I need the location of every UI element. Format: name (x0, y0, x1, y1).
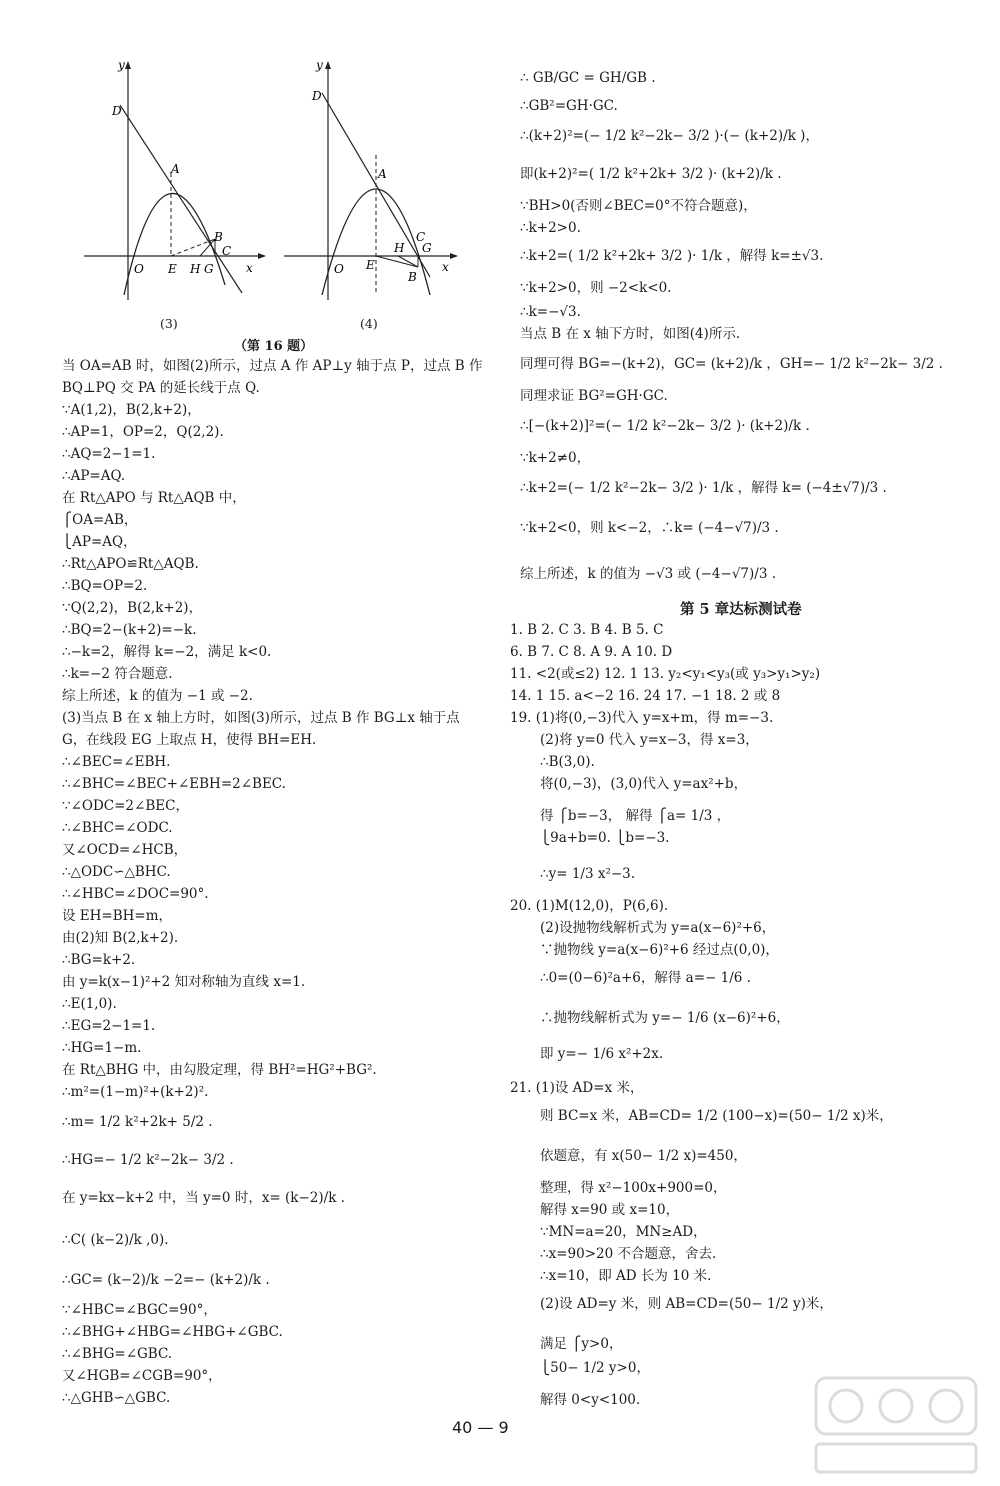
fig4-label-G: G (422, 241, 432, 255)
left-line: ∴m²=(1−m)²+(k+2)². (62, 1084, 209, 1100)
left-line: ∵Q(2,2)，B(2,k+2)， (62, 600, 203, 616)
right-line: ∴x=90>20 不合题意，舍去. (540, 1246, 717, 1262)
figure-title: （第 16 题） (234, 339, 314, 354)
page-number: 40 — 9 (452, 1418, 509, 1437)
right-line: (2)设 AD=y 米，则 AB=CD=(50− 1/2 y)米， (540, 1296, 833, 1312)
left-line: 又∠OCD=∠HCB， (62, 842, 188, 858)
right-line: ∴[−(k+2)]²=(− 1/2 k²−2k− 3/2 )· (k+2)/k . (520, 418, 810, 434)
right-line: ∴k=−√3. (520, 304, 581, 320)
fig3-label-B: B (214, 230, 223, 244)
figure-16-4 (280, 55, 460, 300)
left-line: ∴C( (k−2)/k ,0). (62, 1232, 169, 1248)
left-line: ∴△ODC∽△BHC. (62, 864, 171, 880)
right-line: 将(0,−3)，(3,0)代入 y=ax²+b， (540, 776, 748, 792)
right-line: 即 y=− 1/6 x²+2x. (540, 1046, 664, 1062)
right-line: 依题意，有 x(50− 1/2 x)=450， (540, 1148, 747, 1164)
fig4-label-E: E (366, 258, 375, 272)
right-line: (2)将 y=0 代入 y=x−3，得 x=3， (540, 732, 759, 748)
figure-4-caption: (4) (360, 316, 378, 331)
left-line: ∴△GHB∽△GBC. (62, 1390, 171, 1406)
left-line: ∴AQ=2−1=1. (62, 446, 156, 462)
right-line: 同理可得 BG=−(k+2)，GC= (k+2)/k ，GH=− 1/2 k²−2k− 3/2 . (520, 356, 943, 372)
left-line: 又∠HGB=∠CGB=90°， (62, 1368, 222, 1384)
right-line: ∵k+2<0，则 k<−2，∴k= (−4−√7)/3 . (520, 520, 779, 536)
right-line: ∴k+2=(− 1/2 k²−2k− 3/2 )· 1/k ，解得 k= (−4±√7)/3 . (520, 480, 887, 496)
left-line: ∴−k=2，解得 k=−2，满足 k<0. (62, 644, 272, 660)
left-line: ∴Rt△APO≌Rt△AQB. (62, 556, 199, 572)
right-line: ∴0=(0−6)²a+6，解得 a=− 1/6 . (540, 970, 751, 986)
left-line: 当 OA=AB 时，如图(2)所示，过点 A 作 AP⊥y 轴于点 P，过点 B 作 (62, 358, 483, 374)
right-line: 14. 1 15. a<−2 16. 24 17. −1 18. 2 或 8 (510, 688, 781, 704)
right-line: 6. B 7. C 8. A 9. A 10. D (510, 644, 673, 660)
fig4-label-A: A (378, 167, 387, 181)
section-title: 第 5 章达标测试卷 (680, 601, 802, 618)
fig4-label-O: O (334, 262, 344, 276)
left-line: G，在线段 EG 上取点 H，使得 BH=EH. (62, 732, 317, 748)
left-line: 由 y=k(x−1)²+2 知对称轴为直线 x=1. (62, 974, 306, 990)
fig3-label-x: x (246, 261, 253, 275)
left-line: ∴∠BHG+∠HBG=∠HBG+∠GBC. (62, 1324, 283, 1340)
left-line: ∴EG=2−1=1. (62, 1018, 156, 1034)
left-line: 综上所述，k 的值为 −1 或 −2. (62, 688, 253, 704)
left-line: ∴m= 1/2 k²+2k+ 5/2 . (62, 1114, 213, 1130)
fig3-label-H: H (190, 262, 201, 276)
right-line: 同理求证 BG²=GH·GC. (520, 388, 668, 404)
right-line: 19. (1)将(0,−3)代入 y=x+m，得 m=−3. (510, 710, 774, 726)
right-line: ∴y= 1/3 x²−3. (540, 866, 636, 882)
fig4-label-H: H (394, 241, 405, 255)
left-line: ⎧OA=AB， (62, 512, 138, 528)
left-line: BQ⊥PQ 交 PA 的延长线于点 Q. (62, 380, 260, 396)
left-line: ∴∠BHG=∠GBC. (62, 1346, 173, 1362)
right-line: ∴抛物线解析式为 y=− 1/6 (x−6)²+6， (540, 1010, 790, 1026)
left-line: (3)当点 B 在 x 轴上方时，如图(3)所示，过点 B 作 BG⊥x 轴于点 (62, 710, 460, 726)
fig3-label-C: C (222, 244, 232, 258)
right-line: ∴ GB/GC = GH/GB . (520, 70, 656, 86)
right-line: 得 ⎧b=−3， 解得 ⎧a= 1/3 ， (540, 808, 731, 824)
right-line: ∵抛物线 y=a(x−6)²+6 经过点(0,0)， (540, 942, 779, 958)
right-line: ∴(k+2)²=(− 1/2 k²−2k− 3/2 )·(− (k+2)/k )， (520, 128, 819, 144)
left-line: ∴∠BHC=∠ODC. (62, 820, 173, 836)
right-line: ∵k+2>0，则 −2<k<0. (520, 280, 672, 296)
right-line: ∵k+2≠0， (520, 450, 591, 466)
left-line: 设 EH=BH=m， (62, 908, 173, 924)
right-line: ⎩9a+b=0. ⎩b=−3. (540, 830, 670, 846)
left-line: ∴GC= (k−2)/k −2=− (k+2)/k . (62, 1272, 270, 1288)
left-line: ∴AP=AQ. (62, 468, 126, 484)
left-line: ∴HG=1−m. (62, 1040, 142, 1056)
left-line: ∴∠BHC=∠BEC+∠EBH=2∠BEC. (62, 776, 286, 792)
right-line: ∴B(3,0). (540, 754, 595, 770)
fig4-label-y: y (316, 58, 323, 72)
figure-16-3 (80, 55, 270, 300)
left-line: ∵∠HBC=∠BGC=90°， (62, 1302, 217, 1318)
right-line: ∴k+2>0. (520, 220, 581, 236)
fig3-label-A: A (171, 162, 180, 176)
left-line: 由(2)知 B(2,k+2). (62, 930, 179, 946)
right-line: 即(k+2)²=( 1/2 k²+2k+ 3/2 )· (k+2)/k . (520, 166, 782, 182)
right-line: 11. <2(或≤2) 12. 1 13. y₂<y₁<y₃(或 y₃>y₁>y₂) (510, 666, 821, 682)
fig3-label-G: G (204, 262, 214, 276)
left-line: ∴AP=1，OP=2，Q(2,2). (62, 424, 224, 440)
right-line: ∵BH>0(否则∠BEC=0°不符合题意)， (520, 198, 757, 214)
right-line: (2)设抛物线解析式为 y=a(x−6)²+6， (540, 920, 776, 936)
fig4-label-x: x (442, 260, 449, 274)
left-line: ∵∠ODC=2∠BEC， (62, 798, 189, 814)
left-line: ∴E(1,0). (62, 996, 117, 1012)
fig3-label-O: O (134, 262, 144, 276)
left-line: ⎩AP=AQ， (62, 534, 137, 550)
left-line: ∴∠HBC=∠DOC=90°. (62, 886, 209, 902)
left-line: 在 y=kx−k+2 中，当 y=0 时，x= (k−2)/k . (62, 1190, 345, 1206)
left-line: ∴∠BEC=∠EBH. (62, 754, 171, 770)
right-line: ⎩50− 1/2 y>0， (540, 1360, 650, 1376)
fig4-label-C: C (416, 230, 426, 244)
right-line: ∴k+2=( 1/2 k²+2k+ 3/2 )· 1/k ，解得 k=±√3. (520, 248, 824, 264)
right-line: 则 BC=x 米，AB=CD= 1/2 (100−x)=(50− 1/2 x)米， (540, 1108, 893, 1124)
right-line: 1. B 2. C 3. B 4. B 5. C (510, 622, 664, 638)
left-line: ∴BQ=2−(k+2)=−k. (62, 622, 197, 638)
right-line: 整理，得 x²−100x+900=0， (540, 1180, 727, 1196)
right-line: ∴x=10，即 AD 长为 10 米. (540, 1268, 712, 1284)
right-line: 解得 x=90 或 x=10， (540, 1202, 680, 1218)
left-line: ∴BQ=OP=2. (62, 578, 148, 594)
left-line: ∵A(1,2)，B(2,k+2)， (62, 402, 201, 418)
right-line: 21. (1)设 AD=x 米， (510, 1080, 644, 1096)
watermark-logo (806, 1370, 986, 1480)
right-line: 20. (1)M(12,0)，P(6,6). (510, 898, 669, 914)
left-line: ∴k=−2 符合题意. (62, 666, 173, 682)
right-line: 当点 B 在 x 轴下方时，如图(4)所示. (520, 326, 741, 342)
right-line: ∴GB²=GH·GC. (520, 98, 618, 114)
right-line: 满足 ⎧y>0， (540, 1336, 623, 1352)
right-line: 解得 0<y<100. (540, 1392, 641, 1408)
fig3-label-y: y (118, 58, 125, 72)
left-line: 在 Rt△BHG 中，由勾股定理，得 BH²=HG²+BG². (62, 1062, 377, 1078)
left-line: 在 Rt△APO 与 Rt△AQB 中， (62, 490, 246, 506)
figure-3-caption: (3) (160, 316, 178, 331)
right-line: 综上所述，k 的值为 −√3 或 (−4−√7)/3 . (520, 566, 777, 582)
fig3-label-E: E (168, 262, 177, 276)
left-line: ∴HG=− 1/2 k²−2k− 3/2 . (62, 1152, 234, 1168)
left-line: ∴BG=k+2. (62, 952, 136, 968)
right-line: ∵MN=a=20，MN≥AD， (540, 1224, 707, 1240)
fig3-label-D: D (112, 104, 122, 118)
fig4-label-D: D (312, 89, 322, 103)
fig4-label-B: B (408, 270, 417, 284)
